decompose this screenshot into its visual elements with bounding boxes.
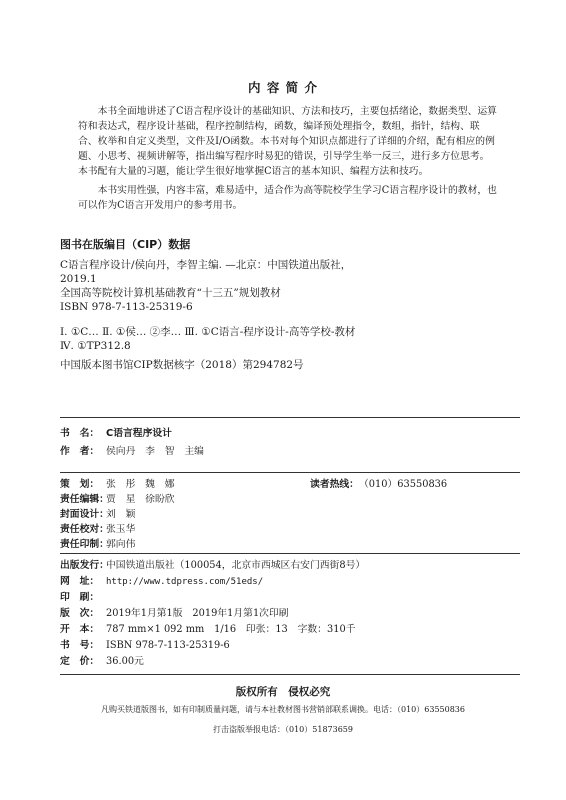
- website-label: 网 址：: [60, 576, 100, 587]
- intro-paragraph-1: 本书全面地讲述了C语言程序设计的基础知识、方法和技巧，主要包括绪论，数据类型、运算符和表达式，程序设计基础，程序控制结构，函数，编译预处理指令，数组，指针，结构、联合、枚举和自定义类型，文件及I/O函数。本书对每个知识点都进行了详细的介绍，配有相应的例题、小思考、视频讲解等，指出编写程序时易犯的错误，引导学生举一反三，进行多方位思考。本书配有大量的习题，能让学生很好地掌握C语言的基本知识、编程方法和技巧。: [78, 106, 497, 177]
- print-supervisor-label: 责任印制：: [60, 539, 109, 550]
- intro-paragraph-2: 本书实用性强，内容丰富，难易适中，适合作为高等院校学生学习C语言程序设计的教材，也可以作为C语言开发用户的参考用书。: [78, 185, 497, 211]
- print-supervisor-value: 郭向伟: [106, 539, 136, 550]
- author-value: 侯向丹 李 智 主编: [106, 446, 204, 457]
- price-value: 36.00元: [106, 656, 144, 667]
- edition-label: 版 次：: [60, 608, 100, 619]
- cover-design-row: [60, 507, 135, 523]
- piracy-report-phone: 打击盗版举报电话：（010）51873659: [213, 725, 353, 734]
- website-value: http://www.tdpress.com/51eds/: [106, 577, 264, 587]
- price-label: 定 价：: [60, 656, 100, 667]
- format-row: [60, 622, 355, 638]
- cip-heading: 图书在版编目（CIP）数据: [60, 238, 191, 251]
- hotline-label: 读者热线：: [310, 479, 359, 490]
- publisher-row: [60, 558, 365, 574]
- printer-label: 印 刷：: [60, 592, 100, 603]
- divider: [60, 674, 520, 675]
- isbn-row: [60, 638, 230, 654]
- quality-notice: 凡购买铁道版图书，如有印制质量问题，请与本社教材图书营销部联系调换。电话：（010）63550836: [101, 705, 465, 714]
- website-row: [60, 574, 263, 590]
- divider: [60, 472, 520, 473]
- planning-value: 张 彤 魏 娜: [106, 479, 175, 490]
- print-supervisor-row: [60, 537, 135, 553]
- publisher-value: 中国铁道出版社（100054，北京市西城区右安门西街8号）: [106, 560, 366, 571]
- edition-value: 2019年1月第1版 2019年1月第1次印刷: [106, 608, 289, 619]
- copyright-notice: 版权所有 侵权必究: [235, 686, 331, 698]
- cip-verification: 中国版本图书馆CIP数据核字（2018）第294782号: [60, 359, 304, 371]
- planning-row: [60, 477, 175, 493]
- book-name-value: C语言程序设计: [106, 428, 172, 439]
- edition-row: [60, 606, 289, 622]
- format-value: 787 mm×1 092 mm 1/16 印张：13 字数：310千: [106, 624, 356, 635]
- cip-isbn: ISBN 978-7-113-25319-6: [60, 301, 193, 313]
- author-row: [60, 444, 204, 460]
- editor-label: 责任编辑：: [60, 494, 109, 505]
- cover-design-label: 封面设计：: [60, 509, 109, 520]
- cip-series: 全国高等院校计算机基础教育“十三五”规划教材: [60, 287, 281, 299]
- publisher-label: 出版发行：: [60, 560, 109, 571]
- author-label: 作 者：: [60, 446, 100, 457]
- format-label: 开 本：: [60, 624, 100, 635]
- hotline-row: [310, 477, 447, 493]
- price-row: [60, 654, 144, 670]
- printer-row: [60, 590, 106, 606]
- editor-row: [60, 492, 175, 508]
- divider: [60, 417, 520, 418]
- isbn-label: 书 号：: [60, 640, 100, 651]
- book-name-row: [60, 426, 172, 442]
- hotline-value: （010）63550836: [358, 479, 448, 490]
- divider: [60, 553, 520, 554]
- cip-record-text: C语言程序设计/侯向丹，李智主编. —北京：中国铁道出版社，2019.1: [60, 259, 352, 285]
- editor-value: 贾 星 徐盼欣: [106, 494, 175, 505]
- proofreader-label: 责任校对：: [60, 524, 109, 535]
- planning-label: 策 划：: [60, 479, 100, 490]
- intro-title: 内 容 简 介: [247, 80, 319, 95]
- proofreader-value: 张玉华: [106, 524, 136, 535]
- proofreader-row: [60, 522, 135, 538]
- book-name-label: 书 名：: [60, 428, 100, 439]
- cip-classification: Ⅰ. ①C… Ⅱ. ①侯… ②李… Ⅲ. ①C语言-程序设计-高等学校-教材 Ⅳ. ①TP312.8: [60, 326, 356, 352]
- cover-design-value: 刘 颖: [106, 509, 136, 520]
- isbn-value: ISBN 978-7-113-25319-6: [106, 640, 230, 651]
- cip-record: [60, 258, 360, 314]
